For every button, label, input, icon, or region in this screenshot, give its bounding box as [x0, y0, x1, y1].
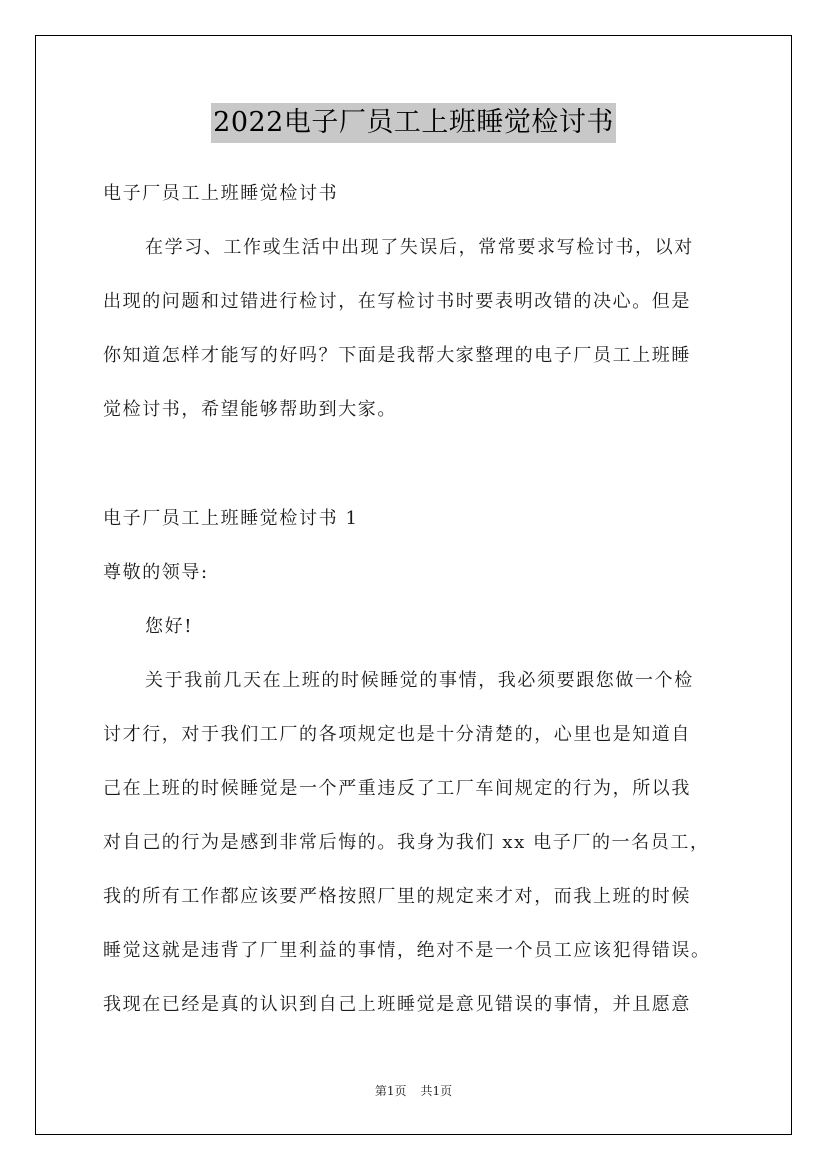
body-line-2: 讨才行，对于我们工厂的各项规定也是十分清楚的，心里也是知道自: [103, 724, 691, 745]
page-footer: [0, 1083, 827, 1099]
intro-line-4: 觉检讨书，希望能够帮助到大家。: [103, 399, 397, 420]
body-line-7: 我现在已经是真的认识到自己上班睡觉是意见错误的事情，并且愿意: [103, 994, 691, 1015]
greeting: 您好!: [145, 616, 194, 637]
footer-page-number: 第1页: [374, 1084, 407, 1098]
body-line-5: 我的所有工作都应该要严格按照厂里的规定来才对，而我上班的时候: [103, 886, 691, 907]
intro-line-1: 在学习、工作或生活中出现了失误后，常常要求写检讨书，以对: [145, 237, 694, 258]
body-line-4: 对自己的行为是感到非常后悔的。我身为我们 xx 电子厂的一名员工，: [103, 832, 710, 853]
title-container: [0, 103, 827, 143]
footer-page-total: 共1页: [420, 1084, 453, 1098]
body-line-1: 关于我前几天在上班的时候睡觉的事情，我必须要跟您做一个检: [145, 670, 694, 691]
salutation: 尊敬的领导:: [103, 562, 209, 583]
body-line-3: 己在上班的时候睡觉是一个严重违反了工厂车间规定的行为，所以我: [103, 778, 691, 799]
body-line-6: 睡觉这就是违背了厂里利益的事情，绝对不是一个员工应该犯得错误。: [103, 940, 711, 961]
document-subtitle: 电子厂员工上班睡觉检讨书: [103, 183, 339, 204]
document-title: 2022电子厂员工上班睡觉检讨书: [211, 103, 616, 143]
intro-line-2: 出现的问题和过错进行检讨，在写检讨书时要表明改错的决心。但是: [103, 291, 691, 312]
intro-line-3: 你知道怎样才能写的好吗？下面是我帮大家整理的电子厂员工上班睡: [103, 345, 691, 366]
section-title: 电子厂员工上班睡觉检讨书 1: [103, 508, 359, 529]
